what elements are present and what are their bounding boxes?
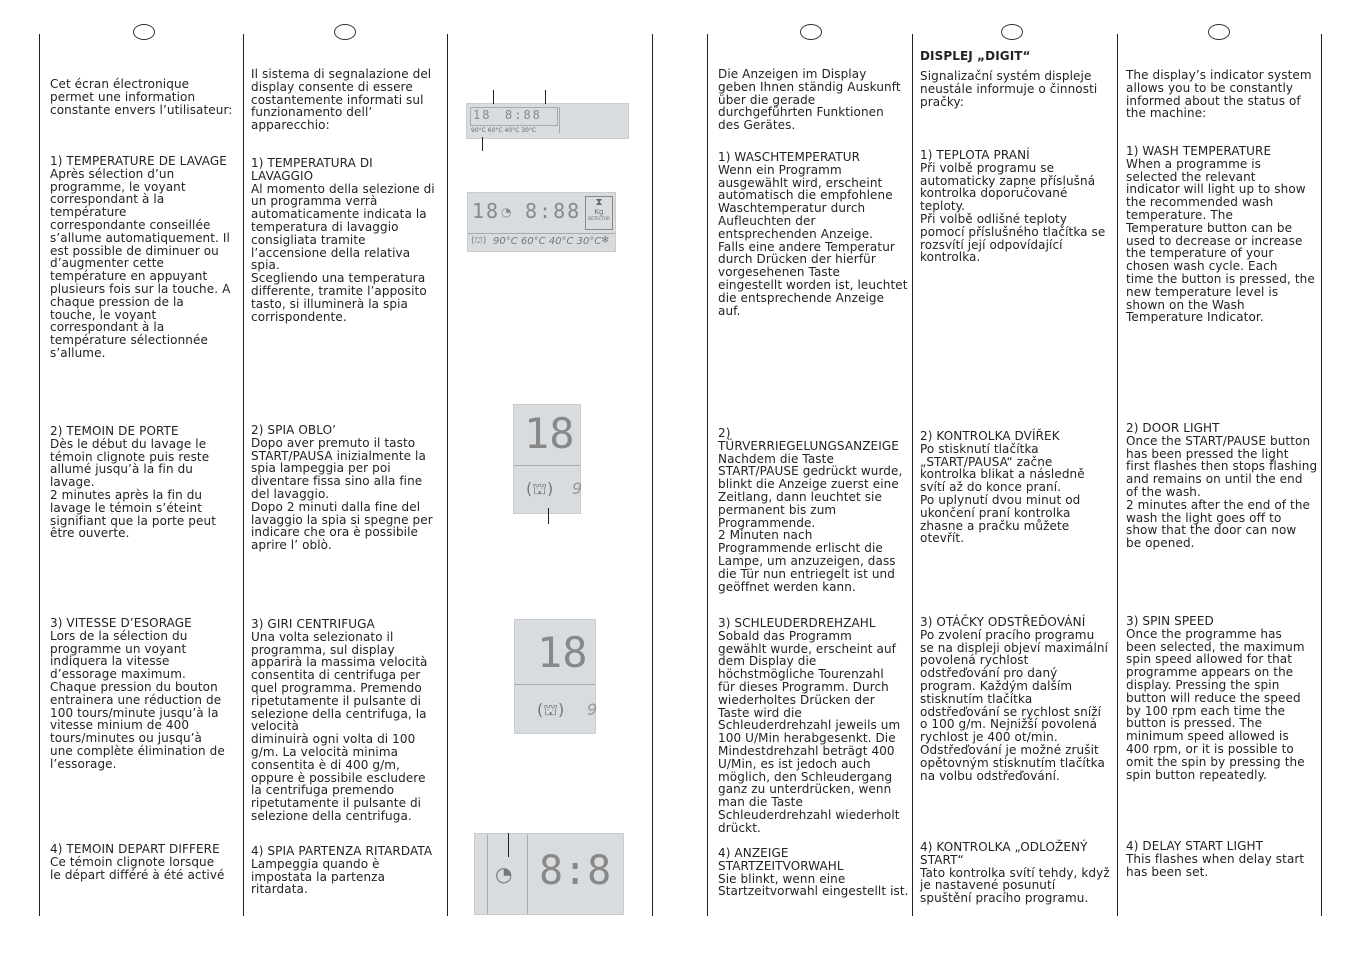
door-lock-indicator: (⛫) (526, 479, 554, 498)
it-spin-speed: 3) GIRI CENTRIFUGA Una volta selezionato il programma, sul display apparirà la massima velocità consentita di centrifuga per quel programma. Premendo ripetutamente il pulsante di selezione della centrifuga, la velocità diminuirà ogni volta di 100 g/m. La velocità minima consentita è di 400 g/m, oppure è possibile escludere la centrifuga premendo ripetutamente il pulsante di selezione della centrifuga. (251, 617, 428, 823)
door-lock-indicator-small: (⛫) (471, 236, 487, 246)
column-rule (1117, 34, 1118, 916)
pointer-line (493, 90, 494, 104)
door-lock-indicator: (⛫) (537, 700, 565, 719)
fr-door-light: 2) TEMOIN DE PORTE Dès le début du lavage le témoin clignote puis reste allumé jusqu’à la fin du lavage. 2 minutes après la fin du lavage le témoin s’éteint signifiant que la porte peut être ouverte. (50, 424, 217, 541)
digits-18-large: 18 (537, 628, 588, 677)
display-spin-speed-zoom (514, 619, 596, 734)
de-temperature: 1) WASCHTEMPERATUR Wenn ein Programm ausgewählt wird, erscheint automatisch die empfohlene Waschtemperatur durch Aufleuchten der entsprechenden Anzeige. Falls eine andere Temperatur durch Drücken der hierfür vorgesehenen Taste eingestellt worden ist, leuchtet die entsprechende Anzeige auf. (718, 150, 908, 318)
cz-spin-speed: 3) OTÁČKY ODSTŘEĎOVÁNÍ Po zvolení pracího programu se na displeji objeví maximální povolená rychlost odstřeďování pro daný program. Každým dalším stisknutím tlačítka odstřeďování se rychlost sníží o 100 g/m. Nejnižší povolená rychlost je 400 ot/min. Odstřeďování je možné zrušit opětovným stisknutím tlačítka na volbu odstřeďování. (920, 615, 1109, 783)
en-intro: The display’s indicator system allows you to be constantly informed about the status of the machine: (1126, 68, 1312, 121)
column-rule (447, 34, 448, 916)
en-door-light: 2) DOOR LIGHT Once the START/PAUSE button has been pressed the light first flashes then stops flashing and remains on until the end of the wash. 2 minutes after the end of the wash the light goes off to show that the door can now be opened. (1126, 421, 1318, 551)
punch-hole-icon (1001, 24, 1023, 40)
fr-temperature: 1) TEMPERATURE DE LAVAGE Après sélection d’un programme, le voyant correspondant à la température correspondante conseillée s’allume automatiquement. Il est possible de diminuer ou d’augmenter cette température en appuyant plusieurs fois sur la touche. A chaque pression de la touche, le voyant correspondant à la température sélectionnée s’allume. (50, 154, 231, 360)
de-door-light: 2) TÜRVERRIEGELUNGSANZEIGE Nachdem die Taste START/PAUSE gedrückt wurde, blinkt die Anzeige zuerst eine Zeitlang, dann leuchtet sie permanent bis zum Programmende. 2 Minuten nach Programmende erlischt die Lampe, um anzuzeigen, dass die Tür nun entriegelt ist und geöffnet werden kann. (718, 426, 903, 594)
cz-delay-start: 4) KONTROLKA „ODLOŽENÝ START“ Tato kontrolka svítí tehdy, když je nastavené posunutí spuštění pracího programu. (920, 840, 1110, 906)
display-door-lock-zoom (513, 404, 581, 514)
it-door-light: 2) SPIA OBLO’ Dopo aver premuto il tasto START/PAUSA inizialmente la spia lampeggia per poi diventare fissa sino alla fine del lavaggio. Dopo 2 minuti dalla fine del lavaggio la spia si spegne per indicare che ora è possibile aprire l’ oblò. (251, 423, 433, 553)
partial-digit: 9 (587, 700, 598, 719)
partial-digit: 9 (572, 479, 583, 498)
column-rule (243, 34, 244, 916)
pointer-line (548, 508, 549, 524)
column-rule (912, 34, 913, 916)
digits-18: 18 (472, 199, 501, 223)
display-delay-start-zoom (474, 833, 624, 915)
pointer-line (508, 833, 509, 857)
cz-temperature: 1) TEPLOTA PRANÍ Při volbě programu se automaticky zapne příslušná kontrolka doporučované teploty. Při volbě odlišné teploty pomocí příslušného tlačítka se rozsvítí její odpovídající kontrolka. (920, 148, 1106, 265)
delay-clock-icon: ◔ (501, 205, 512, 219)
punch-hole-icon (133, 24, 155, 40)
en-spin-speed: 3) SPIN SPEED Once the programme has been selected, the maximum spin speed allowed for that programme appears on the display. Pressing the spin button will reduce the speed by 100 rpm each time the button is pressed. The minimum speed allowed is 400 rpm, or it is possible to omit the spin by pressing the spin button repeatedly. (1126, 614, 1305, 782)
cz-door-light: 2) KONTROLKA DVÍŘEK Po stisknutí tlačítka „START/PAUSA“ začne kontrolka blikat a následně svítí až do konce praní. Po uplynutí dvou minut od ukončení praní kontrolka zhasne a pračku můžete otevřít. (920, 429, 1085, 546)
de-spin-speed: 3) SCHLEUDERDREHZAHL Sobald das Programm gewählt wurde, erscheint auf dem Display die höchstmögliche Tourenzahl für dieses Programm. Durch wiederholtes Drücken der Taste wird die Schleuderdrehzahl jeweils um 100 U/Min herabgesenkt. Die Mindestdrehzahl beträgt 400 U/Min, es ist jedoch auch möglich, den Schleudergang ganz zu unterdrücken, wenn man die Taste Schleuderdrehzahl wiederholt drückt. (718, 616, 901, 835)
de-intro: Die Anzeigen im Display geben Ihnen ständig Auskunft über die gerade durchgeführten Funktionen des Gerätes. (718, 67, 901, 133)
it-intro: Il sistema di segnalazione del display consente di essere costantemente informati sul funzionamento dell’ apparecchio: (251, 67, 432, 133)
pointer-line (545, 90, 546, 104)
fr-spin-speed: 3) VITESSE D’ESORAGE Lors de la sélection du programme un voyant indiquera la vitesse d’essorage maximum. Chaque pression du bouton entrainera une réduction de 100 tours/minute jusqu’à la vitesse minium de 400 tours/minutes ou jusqu’à une complète élimination de l’essorage. (50, 616, 225, 771)
punch-hole-icon (1208, 24, 1230, 40)
it-delay-start: 4) SPIA PARTENZA RITARDATA Lampeggia quando è impostata la partenza ritardata. (251, 844, 433, 897)
digits-delay-time: 8:8 (539, 848, 612, 894)
kg-detector-icon: ⧗ Kg DETECTOR (585, 196, 613, 230)
temperature-labels: 90°C 60°C 40°C 30°C (493, 236, 602, 247)
en-temperature: 1) WASH TEMPERATURE When a programme is selected the relevant indicator will light up to show the recommended wash temperature. The Temperature button can be used to decrease or increase the temperature of your chosen wash cycle. Each time the button is pressed, the new temperature level is shown on the Wash Temperature Indicator. (1126, 144, 1315, 325)
fr-intro: Cet écran électronique permet une information constante envers l’utilisateur: (50, 77, 233, 117)
delay-clock-icon: ◔ (495, 862, 513, 886)
it-temperature: 1) TEMPERATURA DI LAVAGGIO Al momento della selezione di un programma verrà automaticamente indicata la temperatura di lavaggio consigliata tramite l’accensione della relativa spia. Scegliendo una temperatura differente, tramite l’apposito tasto, si illuminerà la spia corrispondente. (251, 156, 435, 324)
en-delay-start: 4) DELAY START LIGHT This flashes when delay start has been set. (1126, 839, 1305, 879)
column-rule (652, 34, 653, 916)
column-rule (39, 34, 40, 916)
fr-delay-start: 4) TEMOIN DEPART DIFFERE Ce témoin clignote lorsque le départ différé à été activé (50, 842, 225, 882)
temperature-labels-small: 90°C 60°C 40°C 30°C (471, 127, 537, 134)
cold-wash-icon: ❄ (601, 235, 610, 246)
digits-time: 8:88 (525, 199, 582, 223)
digits-18-large: 18 (524, 409, 575, 458)
punch-hole-icon (800, 24, 822, 40)
pointer-line (482, 137, 483, 151)
column-rule (707, 34, 708, 916)
display-panel-full (466, 103, 629, 139)
punch-hole-icon (334, 24, 356, 40)
digits-18-small: 18 (473, 108, 492, 122)
column-rule (1321, 34, 1322, 916)
display-temperature-zoom (467, 192, 616, 252)
cz-intro: Signalizační systém displeje neustále informuje o činnosti pračky: (920, 69, 1098, 109)
cz-title: DISPLEJ „DIGIT“ (920, 49, 1031, 63)
de-delay-start: 4) ANZEIGE STARTZEITVORWAHL Sie blinkt, wenn eine Startzeitvorwahl eingestellt ist. (718, 846, 909, 899)
digits-time-small: 8:88 (505, 108, 542, 122)
